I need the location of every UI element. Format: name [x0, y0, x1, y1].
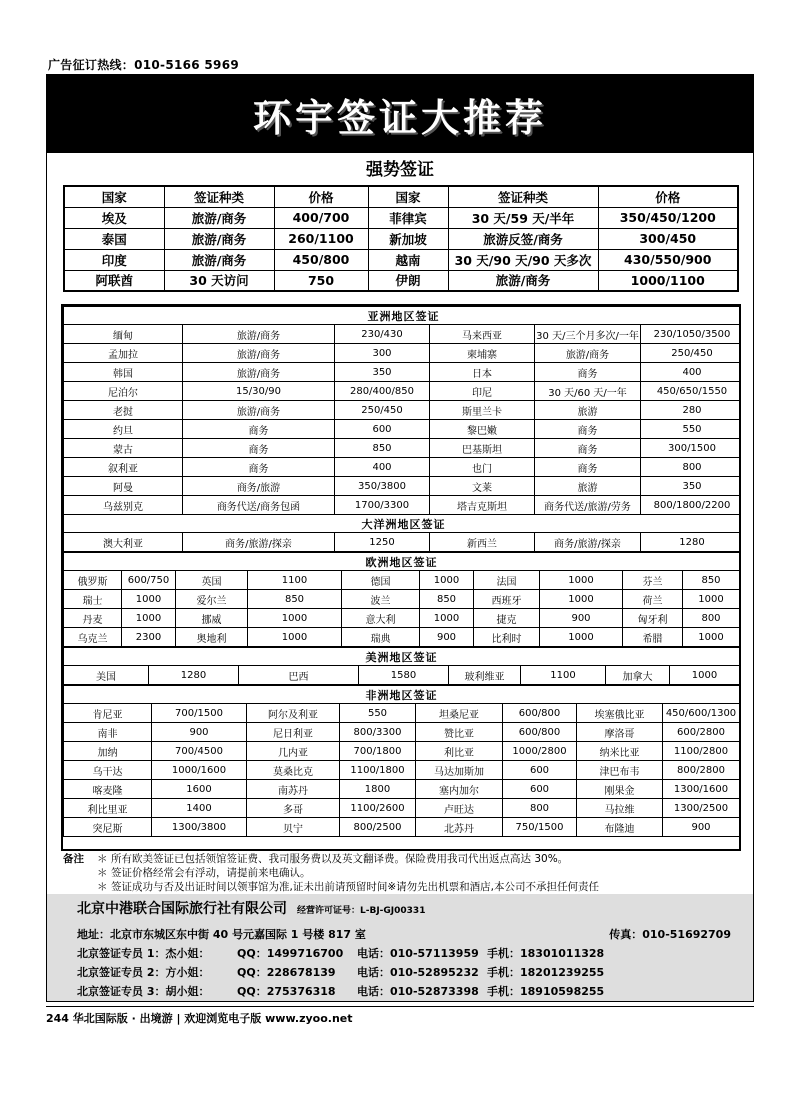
table-cell: 商务	[183, 439, 335, 458]
contact-row	[77, 945, 731, 961]
table-cell: 850	[420, 590, 474, 609]
table-cell: 纳米比亚	[577, 742, 663, 761]
table-cell: 突尼斯	[64, 818, 152, 837]
table-cell: 加拿大	[606, 666, 670, 685]
table-cell: 1000	[540, 590, 623, 609]
table-row	[64, 780, 740, 799]
visa-ad-frame	[46, 74, 754, 1002]
table-cell: 800/1800/2200	[641, 496, 742, 515]
table-cell: 刚果金	[577, 780, 663, 799]
table-cell: 俄罗斯	[64, 571, 122, 590]
table-cell: 乌兹别克	[64, 496, 183, 515]
table-row	[64, 799, 740, 818]
table-cell: 瑞典	[342, 628, 420, 647]
table-cell: 30 天/60 天/一年	[535, 382, 641, 401]
table-cell: 商务	[183, 420, 335, 439]
table-cell: 1280	[149, 666, 239, 685]
contact-tel: 电话：010-52873398	[357, 985, 479, 998]
table-cell: 1000	[420, 609, 474, 628]
contact-qq: QQ：275376318	[237, 985, 336, 998]
contact-mobile: 手机：18301011328	[487, 947, 605, 960]
table-cell: 越南	[368, 249, 448, 270]
table-cell: 旅游/商务	[535, 344, 641, 363]
column-header: 签证种类	[448, 186, 598, 207]
note-star: ＊	[97, 853, 108, 865]
table-cell: 700/1800	[340, 742, 416, 761]
table-cell: 1000	[122, 590, 176, 609]
table-cell: 商务	[535, 363, 641, 382]
table-cell: 550	[641, 420, 742, 439]
table-row	[64, 270, 738, 291]
table-cell: 南非	[64, 723, 152, 742]
table-cell: 300/450	[598, 228, 738, 249]
table-cell: 马拉维	[577, 799, 663, 818]
table-cell: 1800	[340, 780, 416, 799]
table-cell: 30 天/三个月多次/一年	[535, 325, 641, 344]
table-cell: 350/3800	[335, 477, 430, 496]
table-cell: 商务	[535, 458, 641, 477]
table-row	[64, 325, 742, 344]
company-info	[47, 894, 753, 1001]
table-cell: 贝宁	[247, 818, 340, 837]
table-cell: 日本	[430, 363, 535, 382]
table-cell: 600/800	[503, 704, 577, 723]
table-cell: 埃及	[64, 207, 164, 228]
table-cell: 利比里亚	[64, 799, 152, 818]
table-cell: 旅游	[535, 401, 641, 420]
table-cell: 几内亚	[247, 742, 340, 761]
table-cell: 德国	[342, 571, 420, 590]
table-cell: 蒙古	[64, 439, 183, 458]
table-cell: 700/1500	[152, 704, 247, 723]
table-cell: 450/800	[274, 249, 368, 270]
notes-label: 备注	[63, 853, 84, 865]
table-cell: 丹麦	[64, 609, 122, 628]
table-row	[64, 382, 742, 401]
table-cell: 1700/3300	[335, 496, 430, 515]
table-row	[64, 628, 740, 647]
table-cell: 1000	[540, 571, 623, 590]
table-cell: 600	[503, 761, 577, 780]
column-header: 价格	[274, 186, 368, 207]
note-star: ＊	[97, 867, 108, 879]
table-cell: 15/30/90	[183, 382, 335, 401]
table-cell: 商务	[535, 420, 641, 439]
table-cell: 瑞士	[64, 590, 122, 609]
table-cell: 波兰	[342, 590, 420, 609]
asia-region-title: 亚洲地区签证	[64, 307, 742, 325]
table-cell: 肯尼亚	[64, 704, 152, 723]
table-cell: 450/600/1300	[663, 704, 740, 723]
table-cell: 700/4500	[152, 742, 247, 761]
table-cell: 250/450	[335, 401, 430, 420]
table-cell: 旅游/商务	[448, 270, 598, 291]
table-row	[64, 439, 742, 458]
table-cell: 430/550/900	[598, 249, 738, 270]
table-cell: 280/400/850	[335, 382, 430, 401]
table-cell: 阿联酋	[64, 270, 164, 291]
table-cell: 1600	[152, 780, 247, 799]
table-cell: 旅游/商务	[183, 344, 335, 363]
contact-name: 北京签证专员 2：方小姐：	[77, 966, 210, 979]
table-cell: 1280	[641, 533, 742, 552]
table-cell: 800	[683, 609, 740, 628]
note-item: 签证成功与否及出证时间以领事馆为准,证未出前请预留时间※请勿先出机票和酒店,本公司不承担任何责任	[111, 881, 599, 893]
table-cell: 1580	[359, 666, 449, 685]
table-cell: 800	[503, 799, 577, 818]
table-row	[64, 401, 742, 420]
table-cell: 多哥	[247, 799, 340, 818]
table-cell: 800	[641, 458, 742, 477]
table-cell: 400	[641, 363, 742, 382]
contact-name: 北京签证专员 3：胡小姐：	[77, 985, 210, 998]
table-cell: 1000/1100	[598, 270, 738, 291]
table-cell: 约旦	[64, 420, 183, 439]
table-cell: 喀麦隆	[64, 780, 152, 799]
table-row	[64, 761, 740, 780]
table-cell: 奥地利	[176, 628, 248, 647]
table-cell: 1300/1600	[663, 780, 740, 799]
table-cell: 750/1500	[503, 818, 577, 837]
table-cell: 商务/旅游/探亲	[183, 533, 335, 552]
table-cell: 900	[420, 628, 474, 647]
table-cell: 230/1050/3500	[641, 325, 742, 344]
europe-region-title: 欧洲地区签证	[64, 553, 740, 571]
note-star: ＊	[97, 881, 108, 893]
table-cell: 泰国	[64, 228, 164, 249]
table-cell: 法国	[474, 571, 540, 590]
table-row	[64, 666, 740, 685]
table-cell: 商务代送/旅游/劳务	[535, 496, 641, 515]
table-cell: 1000	[683, 628, 740, 647]
table-cell: 商务	[183, 458, 335, 477]
europe-table	[63, 552, 740, 647]
table-cell: 230/430	[335, 325, 430, 344]
table-cell: 550	[340, 704, 416, 723]
table-cell: 爱尔兰	[176, 590, 248, 609]
table-cell: 850	[335, 439, 430, 458]
table-cell: 乌干达	[64, 761, 152, 780]
table-cell: 600/750	[122, 571, 176, 590]
table-cell: 英国	[176, 571, 248, 590]
page-footer: 244 华北国际版 · 出境游 | 欢迎浏览电子版 www.zyoo.net	[46, 1006, 754, 1026]
table-cell: 挪威	[176, 609, 248, 628]
table-cell: 800/2800	[663, 761, 740, 780]
strong-visa-title: 强势签证	[366, 160, 434, 180]
table-cell: 900	[663, 818, 740, 837]
table-cell: 1300/3800	[152, 818, 247, 837]
banner	[47, 75, 753, 153]
table-cell: 250/450	[641, 344, 742, 363]
table-cell: 350/450/1200	[598, 207, 738, 228]
table-cell: 900	[152, 723, 247, 742]
table-cell: 西班牙	[474, 590, 540, 609]
table-cell: 280	[641, 401, 742, 420]
table-cell: 菲律宾	[368, 207, 448, 228]
table-cell: 乌克兰	[64, 628, 122, 647]
table-cell: 260/1100	[274, 228, 368, 249]
table-cell: 900	[540, 609, 623, 628]
table-cell: 捷克	[474, 609, 540, 628]
table-cell: 澳大利亚	[64, 533, 183, 552]
table-cell: 1300/2500	[663, 799, 740, 818]
table-row	[64, 207, 738, 228]
table-cell: 30 天/90 天/90 天多次	[448, 249, 598, 270]
table-row	[64, 344, 742, 363]
table-cell: 老挝	[64, 401, 183, 420]
table-cell: 美国	[64, 666, 149, 685]
table-cell: 塞内加尔	[416, 780, 503, 799]
company-address: 地址：北京市东城区东中街 40 号元嘉国际 1 号楼 817 室	[77, 928, 366, 941]
table-cell: 比利时	[474, 628, 540, 647]
company-name: 北京中港联合国际旅行社有限公司	[77, 901, 287, 917]
table-cell: 1000	[540, 628, 623, 647]
table-cell: 尼泊尔	[64, 382, 183, 401]
note-item: 签证价格经常会有浮动，请提前来电确认。	[111, 867, 311, 879]
table-cell: 印度	[64, 249, 164, 270]
africa-region-title: 非洲地区签证	[64, 686, 740, 704]
table-cell: 卢旺达	[416, 799, 503, 818]
oceania-region-title: 大洋洲地区签证	[64, 515, 742, 533]
table-cell: 1000	[420, 571, 474, 590]
contact-qq: QQ：1499716700	[237, 947, 344, 960]
table-row	[64, 228, 738, 249]
table-cell: 600	[503, 780, 577, 799]
table-cell: 600/800	[503, 723, 577, 742]
table-cell: 斯里兰卡	[430, 401, 535, 420]
table-cell: 印尼	[430, 382, 535, 401]
table-cell: 荷兰	[623, 590, 683, 609]
table-cell: 赞比亚	[416, 723, 503, 742]
table-cell: 商务	[535, 439, 641, 458]
table-cell: 350	[335, 363, 430, 382]
license-number: 经营许可证号：L-BJ-GJ00331	[297, 906, 426, 916]
table-cell: 旅游	[535, 477, 641, 496]
table-cell: 黎巴嫩	[430, 420, 535, 439]
table-row	[64, 704, 740, 723]
contact-name: 北京签证专员 1：杰小姐：	[77, 947, 210, 960]
contact-mobile: 手机：18910598255	[487, 985, 605, 998]
table-cell: 新加坡	[368, 228, 448, 249]
contact-mobile: 手机：18201239255	[487, 966, 605, 979]
table-cell: 埃塞俄比亚	[577, 704, 663, 723]
table-cell: 1100/2800	[663, 742, 740, 761]
table-cell: 30 天访问	[164, 270, 274, 291]
table-cell: 1400	[152, 799, 247, 818]
table-cell: 布隆迪	[577, 818, 663, 837]
table-row	[64, 420, 742, 439]
table-cell: 新西兰	[430, 533, 535, 552]
table-cell: 缅甸	[64, 325, 183, 344]
america-table	[63, 647, 740, 685]
table-row	[64, 590, 740, 609]
table-cell: 尼日利亚	[247, 723, 340, 742]
table-row	[64, 458, 742, 477]
table-cell: 400/700	[274, 207, 368, 228]
table-cell: 伊朗	[368, 270, 448, 291]
strong-visa-table	[63, 185, 739, 292]
table-cell: 希腊	[623, 628, 683, 647]
table-cell: 莫桑比克	[247, 761, 340, 780]
table-row	[64, 571, 740, 590]
table-cell: 1000	[122, 609, 176, 628]
table-cell: 商务/旅游	[183, 477, 335, 496]
table-cell: 1100/1800	[340, 761, 416, 780]
table-cell: 旅游/商务	[164, 207, 274, 228]
africa-table	[63, 685, 740, 837]
table-cell: 1000	[670, 666, 740, 685]
table-cell: 文莱	[430, 477, 535, 496]
table-row	[64, 742, 740, 761]
table-header-row	[64, 186, 738, 207]
table-cell: 旅游/商务	[183, 401, 335, 420]
table-cell: 750	[274, 270, 368, 291]
table-cell: 北苏丹	[416, 818, 503, 837]
column-header: 国家	[368, 186, 448, 207]
table-cell: 马来西亚	[430, 325, 535, 344]
table-cell: 1000/2800	[503, 742, 577, 761]
table-cell: 1000	[248, 628, 342, 647]
table-cell: 600	[335, 420, 430, 439]
table-cell: 利比亚	[416, 742, 503, 761]
table-cell: 津巴布韦	[577, 761, 663, 780]
table-cell: 旅游/商务	[183, 325, 335, 344]
table-cell: 柬埔寨	[430, 344, 535, 363]
table-cell: 摩洛哥	[577, 723, 663, 742]
table-cell: 2300	[122, 628, 176, 647]
table-cell: 意大利	[342, 609, 420, 628]
contact-tel: 电话：010-57113959	[357, 947, 479, 960]
table-cell: 叙利亚	[64, 458, 183, 477]
table-cell: 300/1500	[641, 439, 742, 458]
table-cell: 也门	[430, 458, 535, 477]
banner-title: 环宇签证大推荐	[252, 95, 547, 140]
table-cell: 坦桑尼亚	[416, 704, 503, 723]
table-row	[64, 496, 742, 515]
contact-tel: 电话：010-52895232	[357, 966, 479, 979]
table-cell: 玻利维亚	[449, 666, 521, 685]
table-cell: 旅游/商务	[183, 363, 335, 382]
table-cell: 1100	[521, 666, 606, 685]
asia-table	[63, 306, 741, 552]
table-cell: 加纳	[64, 742, 152, 761]
table-cell: 850	[683, 571, 740, 590]
table-cell: 旅游/商务	[164, 249, 274, 270]
table-cell: 芬兰	[623, 571, 683, 590]
table-cell: 1000/1600	[152, 761, 247, 780]
table-cell: 孟加拉	[64, 344, 183, 363]
table-cell: 巴西	[239, 666, 359, 685]
table-cell: 1000	[248, 609, 342, 628]
table-cell: 400	[335, 458, 430, 477]
table-cell: 旅游/商务	[164, 228, 274, 249]
table-row	[64, 609, 740, 628]
region-visa-box	[61, 304, 741, 851]
table-cell: 800/3300	[340, 723, 416, 742]
table-cell: 800/2500	[340, 818, 416, 837]
table-row	[64, 723, 740, 742]
notes	[63, 852, 753, 894]
contact-list	[77, 945, 731, 999]
america-region-title: 美洲地区签证	[64, 648, 740, 666]
contact-qq: QQ：228678139	[237, 966, 336, 979]
table-cell: 850	[248, 590, 342, 609]
table-cell: 塔吉克斯坦	[430, 496, 535, 515]
ad-hotline: 广告征订热线：010-5166 5969	[48, 58, 240, 72]
table-cell: 1100/2600	[340, 799, 416, 818]
table-cell: 450/650/1550	[641, 382, 742, 401]
table-cell: 韩国	[64, 363, 183, 382]
table-cell: 1250	[335, 533, 430, 552]
table-cell: 旅游反签/商务	[448, 228, 598, 249]
table-cell: 巴基斯坦	[430, 439, 535, 458]
note-item: 所有欧美签证已包括领馆签证费、我司服务费以及英文翻译费。保险费用我司代出返点高达 30%。	[111, 853, 569, 865]
table-cell: 1000	[683, 590, 740, 609]
column-header: 国家	[64, 186, 164, 207]
table-cell: 350	[641, 477, 742, 496]
table-cell: 阿曼	[64, 477, 183, 496]
table-cell: 南苏丹	[247, 780, 340, 799]
table-cell: 商务代送/商务包函	[183, 496, 335, 515]
table-row	[64, 818, 740, 837]
table-row	[64, 533, 742, 552]
table-cell: 商务/旅游/探亲	[535, 533, 641, 552]
table-cell: 1100	[248, 571, 342, 590]
column-header: 价格	[598, 186, 738, 207]
company-fax: 传真：010-51692709	[609, 928, 731, 941]
table-row	[64, 477, 742, 496]
column-header: 签证种类	[164, 186, 274, 207]
table-cell: 30 天/59 天/半年	[448, 207, 598, 228]
table-cell: 阿尔及利亚	[247, 704, 340, 723]
table-cell: 300	[335, 344, 430, 363]
contact-row	[77, 964, 731, 980]
table-cell: 600/2800	[663, 723, 740, 742]
table-cell: 匈牙利	[623, 609, 683, 628]
table-cell: 马达加斯加	[416, 761, 503, 780]
table-row	[64, 363, 742, 382]
table-row	[64, 249, 738, 270]
contact-row	[77, 983, 731, 999]
